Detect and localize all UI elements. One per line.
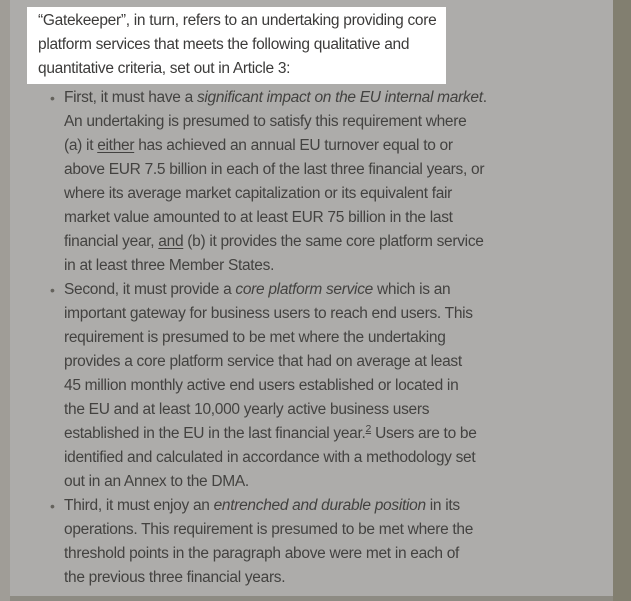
criterion-second: [48, 278, 613, 494]
emphasis-entrenched-durable: entrenched and durable position: [213, 497, 426, 514]
criterion-third: [48, 494, 613, 590]
criterion-first-text: [64, 89, 487, 274]
emphasis-and: and: [158, 233, 184, 250]
text-run: First, it must have a: [64, 89, 197, 106]
bullet-icon: •: [50, 498, 55, 514]
text-run: has achieved an annual EU turnover equal to or above EUR 7.5 billion in each of the last three financial years, or where its average market capitalization or its equivalent fair market value amounted to at least EUR 75 billion in the last financial year,: [64, 137, 485, 250]
highlighted-paragraph: [27, 7, 446, 84]
criterion-first: [48, 86, 613, 278]
text-run: Users are to be identified and calculated in accordance with a methodology set out in an Annex to the DMA.: [64, 425, 477, 490]
text-run: Second, it must provide a: [64, 281, 236, 298]
criterion-third-text: [64, 497, 473, 586]
criterion-second-text: [64, 281, 477, 490]
emphasis-core-platform-service: core platform service: [235, 281, 373, 298]
page-right-edge-strip: [613, 0, 631, 601]
text-run: (b) it provides the same core platform service in at least three Member States.: [64, 233, 484, 274]
gatekeeper-definition: “Gatekeeper”, in turn, refers to an undertaking providing core platform services that meets the following qualitative and quantitative criteria, set out in Article 3:: [38, 12, 437, 77]
text-run: which is an important gateway for business users to reach end users. This requirement is presumed to be met where the undertaking provides a core platform service that had on average at least 45 million monthly active end users established or located in the EU and at least 10,000 yearly active business users established in the EU in the last financial year.: [64, 281, 473, 442]
footnote-2-link[interactable]: 2: [365, 422, 372, 435]
emphasis-significant-impact: significant impact on the EU internal market: [196, 89, 483, 106]
criteria-list: [0, 86, 613, 590]
bullet-icon: •: [50, 282, 55, 298]
page-bottom-edge-strip: [10, 596, 613, 601]
bullet-icon: •: [50, 90, 55, 106]
gatekeeper-definition-text: [38, 9, 436, 81]
text-run: Third, it must enjoy an: [64, 497, 214, 514]
text-run: . An undertaking is presumed to satisfy this requirement where (a) it: [64, 89, 487, 154]
emphasis-either: either: [97, 137, 135, 154]
text-run: in its operations. This requirement is presumed to be met where the threshold points in the paragraph above were met in each of the previous three financial years.: [64, 497, 474, 586]
